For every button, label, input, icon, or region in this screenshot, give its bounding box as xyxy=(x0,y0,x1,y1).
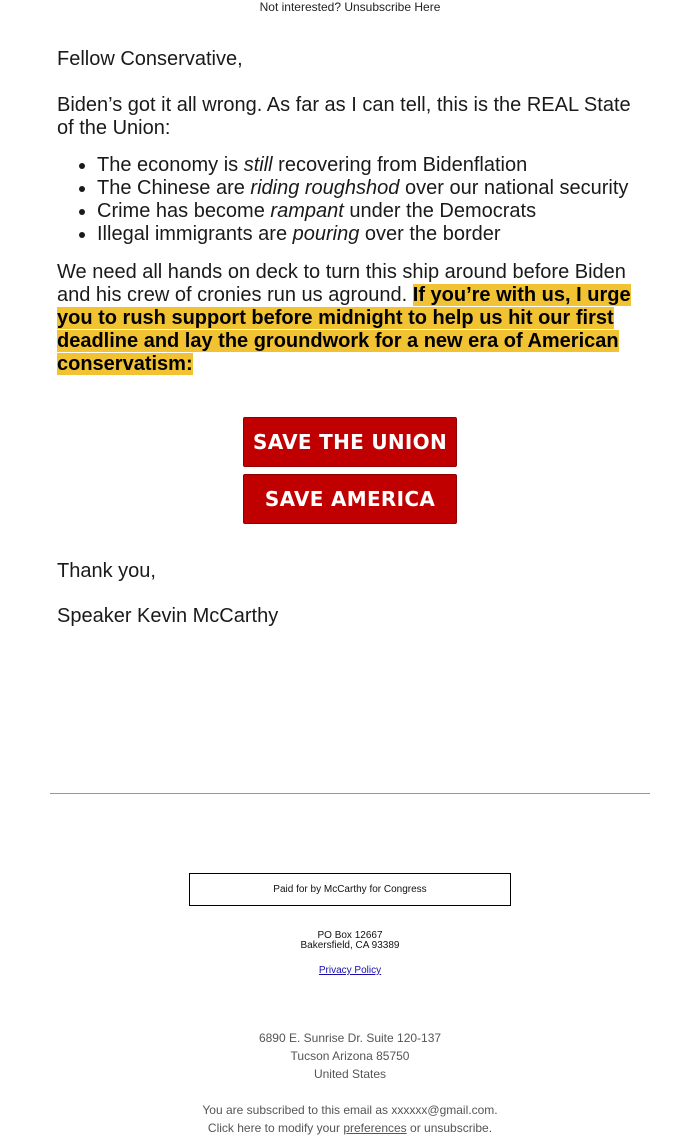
modify-text-end: or unsubscribe. xyxy=(406,1121,493,1135)
footer-divider xyxy=(50,793,650,794)
list-item xyxy=(97,223,647,246)
subscription-info xyxy=(0,1101,700,1137)
modify-text: Click here to modify your xyxy=(207,1121,344,1135)
modify-line xyxy=(0,1119,700,1137)
subscribed-text: You are subscribed to this email as xxxxxx@gmail.com. xyxy=(202,1103,498,1117)
list-item-text: Crime has become xyxy=(97,200,271,222)
signature: Speaker Kevin McCarthy xyxy=(57,605,279,627)
list-item-text: under the Democrats xyxy=(343,200,537,222)
list-item-emphasis: pouring xyxy=(292,223,360,245)
list-item xyxy=(97,200,647,223)
list-item-text: The Chinese are xyxy=(97,177,251,199)
address-line: 6890 E. Sunrise Dr. Suite 120-137 xyxy=(258,1031,442,1045)
list-item xyxy=(97,177,647,200)
appeal-paragraph xyxy=(57,261,647,376)
issue-list xyxy=(57,154,647,246)
list-item-text: Illegal immigrants are xyxy=(97,223,293,245)
privacy-policy-link[interactable]: Privacy Policy xyxy=(318,965,382,976)
list-item-text: over the border xyxy=(359,223,501,245)
address-line: Tucson Arizona 85750 xyxy=(290,1049,410,1063)
mailing-address xyxy=(0,1029,700,1083)
highlighted-appeal: If you’re with us, I urge you to rush support before midnight to help us hit our first deadline and lay the groundwork for a new era of American conservatism: xyxy=(57,284,631,375)
email-body xyxy=(57,48,647,376)
list-item xyxy=(97,154,647,177)
preferences-link[interactable]: preferences xyxy=(343,1121,407,1135)
closing-thanks: Thank you, xyxy=(57,560,156,582)
list-item-emphasis: rampant xyxy=(270,200,344,222)
list-item-emphasis: riding roughshod xyxy=(250,177,400,199)
email-header xyxy=(0,0,700,14)
intro-paragraph: Biden’s got it all wrong. As far as I can tell, this is the REAL State of the Union: xyxy=(57,94,631,139)
unsubscribe-link[interactable]: Not interested? Unsubscribe Here xyxy=(259,0,441,14)
appeal-text: We need all hands on deck to turn this ship around before Biden and his crew of cronies run us aground. xyxy=(57,261,626,306)
address-line: United States xyxy=(313,1067,387,1081)
po-box-line: PO Box 12667 xyxy=(317,930,383,941)
list-item-text: recovering from Bidenflation xyxy=(272,154,528,176)
paid-for-disclaimer: Paid for by McCarthy for Congress xyxy=(189,873,511,906)
privacy-section xyxy=(0,965,700,977)
greeting: Fellow Conservative, xyxy=(57,48,243,70)
po-box-address xyxy=(0,931,700,951)
list-item-text: The economy is xyxy=(97,154,244,176)
po-city-line: Bakersfield, CA 93389 xyxy=(300,940,400,951)
save-america-button[interactable]: SAVE AMERICA xyxy=(243,474,457,524)
save-the-union-button[interactable]: SAVE THE UNION xyxy=(243,417,457,467)
list-item-text: over our national security xyxy=(399,177,629,199)
list-item-emphasis: still xyxy=(243,154,273,176)
